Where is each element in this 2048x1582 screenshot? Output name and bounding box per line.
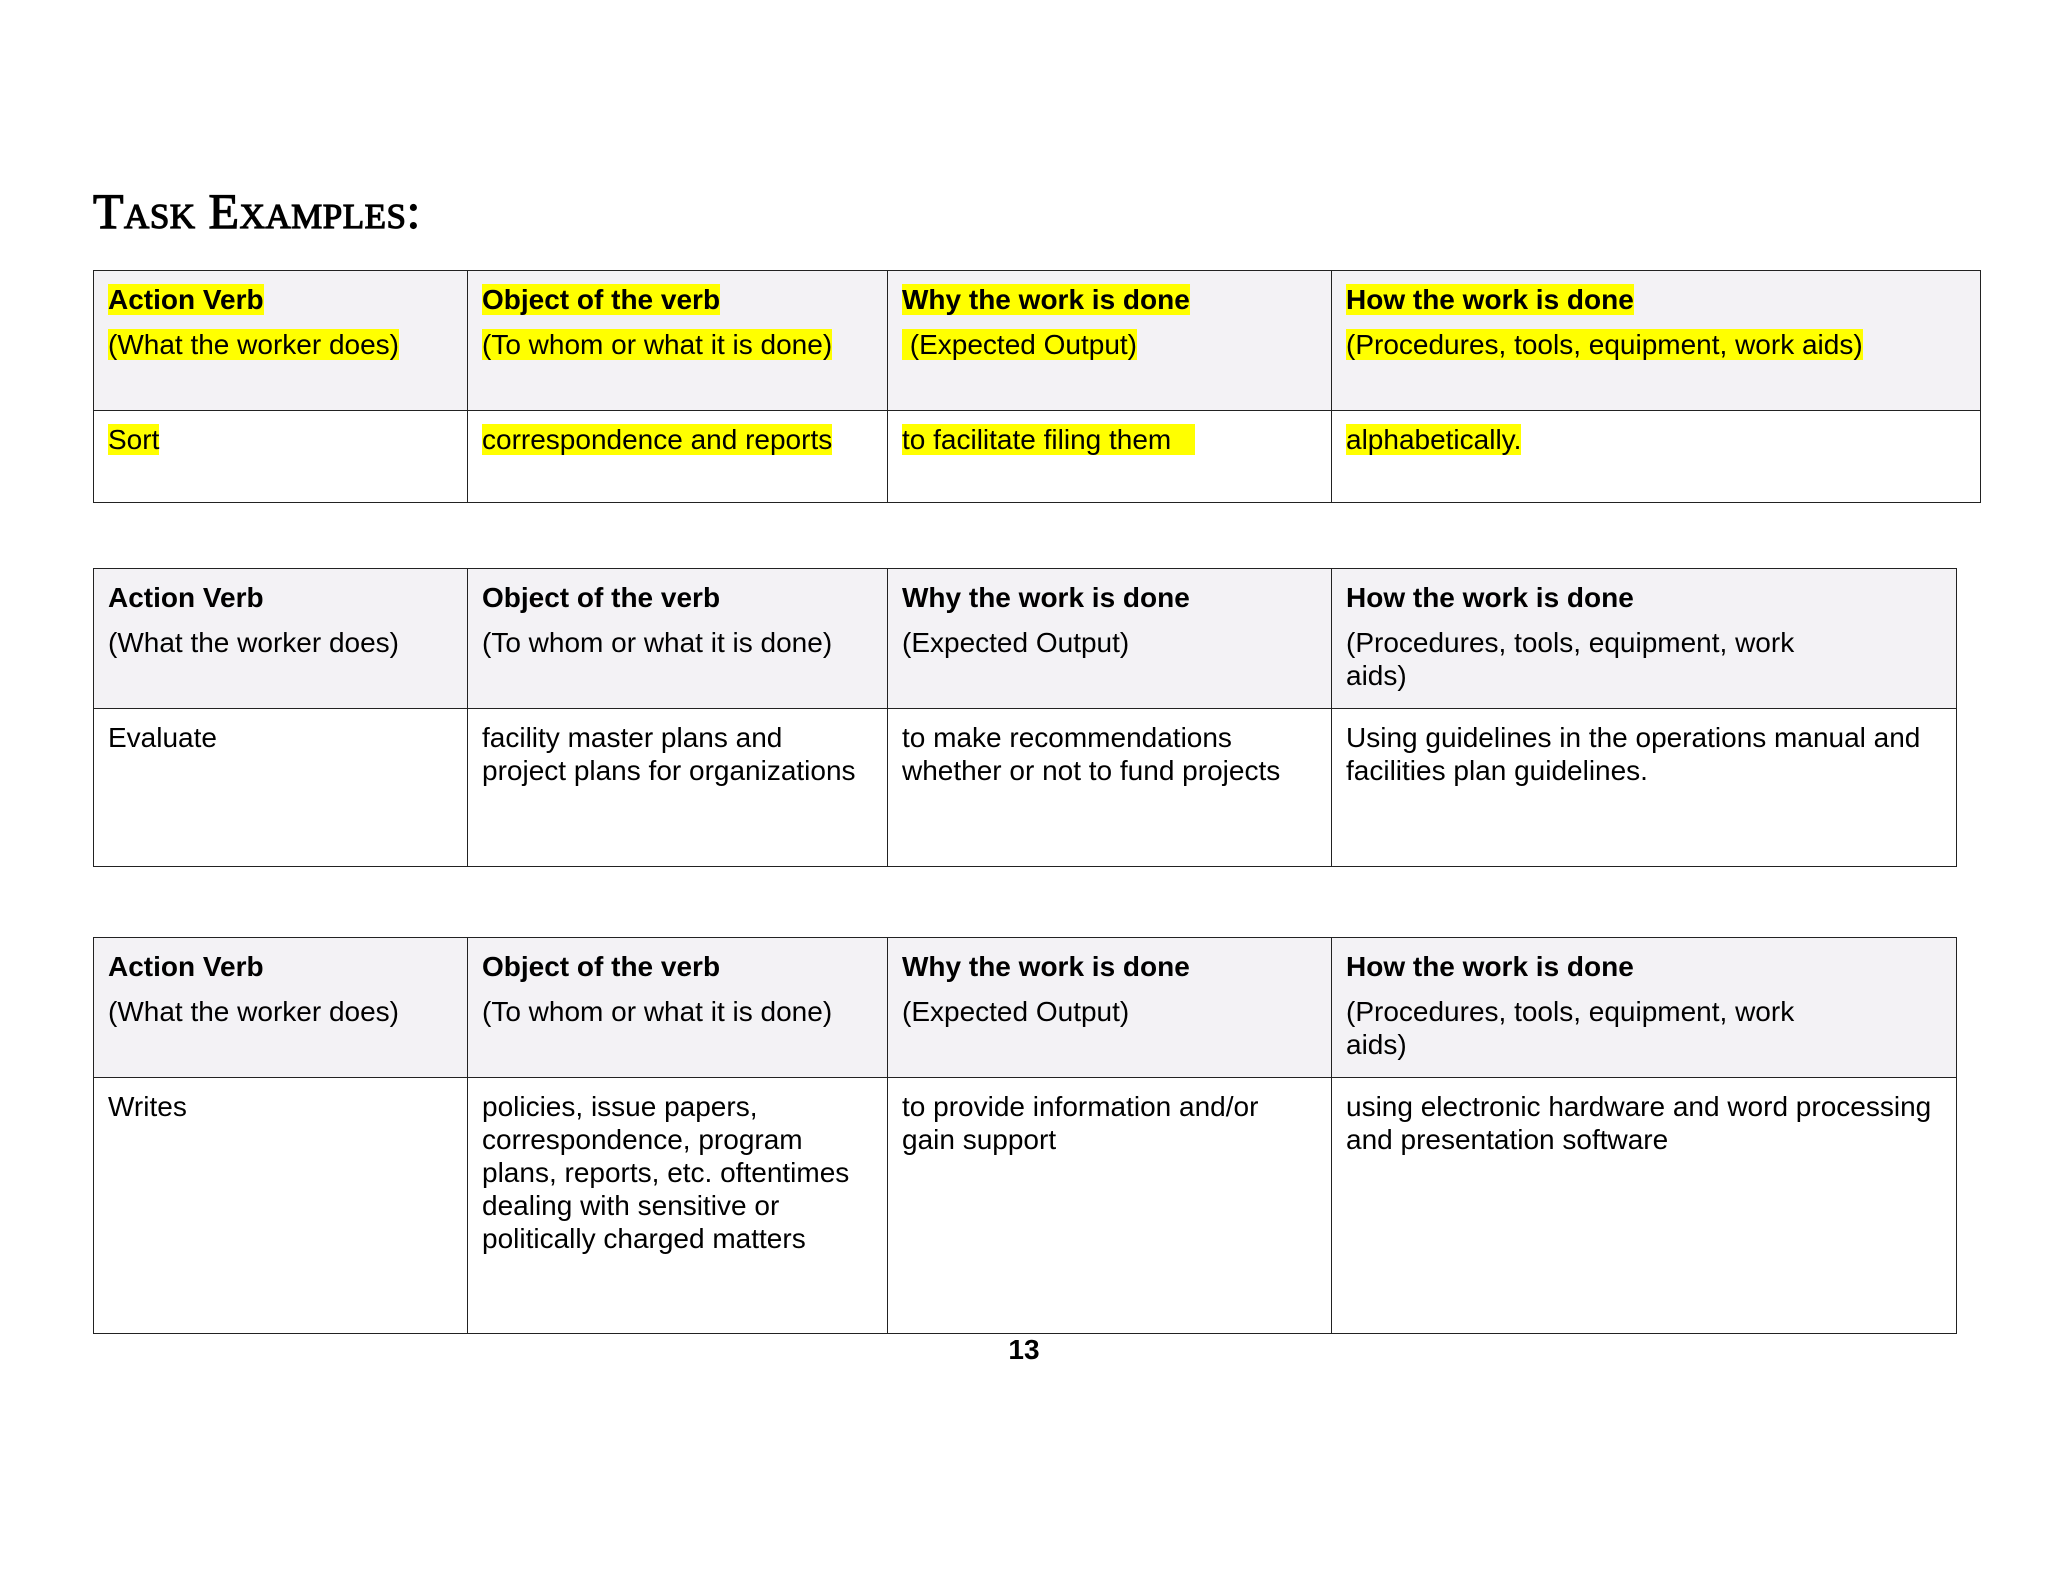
cell-how-work-done: using electronic hardware and word processing and presentation software <box>1332 1078 1957 1334</box>
header-cell-action-verb <box>94 569 468 709</box>
header-title: Action Verb <box>108 582 264 613</box>
cell-why-work-done <box>888 411 1332 503</box>
task-example-table-writes <box>93 937 1957 1334</box>
header-cell-action-verb <box>94 271 468 411</box>
header-cell-action-verb <box>94 938 468 1078</box>
header-title: Action Verb <box>108 951 264 982</box>
header-title: How the work is done <box>1346 284 1634 315</box>
header-title: Why the work is done <box>902 582 1190 613</box>
cell-object-of-verb <box>468 411 888 503</box>
header-subtitle: (Procedures, tools, equipment, work aids) <box>1346 627 1795 691</box>
cell-how-work-done <box>1332 411 1981 503</box>
header-cell-why-work-done <box>888 271 1332 411</box>
header-subtitle: (What the worker does) <box>108 996 399 1027</box>
cell-action-verb: Writes <box>94 1078 468 1334</box>
header-subtitle: (To whom or what it is done) <box>482 996 833 1027</box>
page-heading: Task Examples: <box>93 183 421 239</box>
cell-action-verb: Evaluate <box>94 709 468 867</box>
cell-how-work-done: Using guidelines in the operations manual and facilities plan guidelines. <box>1332 709 1957 867</box>
task-example-table-evaluate <box>93 568 1957 867</box>
cell-object-of-verb: facility master plans and project plans for organizations <box>468 709 888 867</box>
table-row <box>94 709 1957 867</box>
header-subtitle: (Procedures, tools, equipment, work aids) <box>1346 996 1795 1060</box>
header-subtitle: (Expected Output) <box>902 329 1138 360</box>
header-title: Object of the verb <box>482 284 721 315</box>
header-subtitle: (What the worker does) <box>108 627 399 658</box>
cell-why-work-done: to make recommendations whether or not to fund projects <box>888 709 1332 867</box>
page-number: 13 <box>1008 1334 1040 1365</box>
header-subtitle: (Expected Output) <box>902 996 1130 1027</box>
header-subtitle: (To whom or what it is done) <box>482 627 833 658</box>
header-title: Why the work is done <box>902 951 1190 982</box>
header-title: Action Verb <box>108 284 264 315</box>
table-header-row <box>94 569 1957 709</box>
cell-text: Sort <box>108 424 160 455</box>
header-title: How the work is done <box>1346 582 1634 613</box>
header-cell-object-of-verb <box>468 271 888 411</box>
cell-text: correspondence and reports <box>482 424 833 455</box>
header-title: Object of the verb <box>482 582 721 613</box>
header-subtitle: (What the worker does) <box>108 329 399 360</box>
header-cell-why-work-done <box>888 938 1332 1078</box>
header-title: Object of the verb <box>482 951 721 982</box>
header-cell-how-work-done <box>1332 271 1981 411</box>
cell-text: alphabetically. <box>1346 424 1522 455</box>
cell-why-work-done: to provide information and/or gain support <box>888 1078 1332 1334</box>
cell-action-verb <box>94 411 468 503</box>
header-title: Why the work is done <box>902 284 1190 315</box>
table-row <box>94 1078 1957 1334</box>
header-cell-how-work-done <box>1332 569 1957 709</box>
cell-text: to facilitate filing them <box>902 424 1195 455</box>
task-example-table-sort <box>93 270 1981 503</box>
header-subtitle: (To whom or what it is done) <box>482 329 833 360</box>
table-row <box>94 411 1981 503</box>
header-subtitle: (Expected Output) <box>902 627 1130 658</box>
header-title: How the work is done <box>1346 951 1634 982</box>
cell-object-of-verb: policies, issue papers, correspondence, program plans, reports, etc. oftentimes dealing with sensitive or politically charged matters <box>468 1078 888 1334</box>
table-header-row <box>94 938 1957 1078</box>
header-cell-how-work-done <box>1332 938 1957 1078</box>
header-cell-object-of-verb <box>468 569 888 709</box>
header-subtitle: (Procedures, tools, equipment, work aids) <box>1346 329 1863 360</box>
header-cell-why-work-done <box>888 569 1332 709</box>
table-header-row <box>94 271 1981 411</box>
header-cell-object-of-verb <box>468 938 888 1078</box>
